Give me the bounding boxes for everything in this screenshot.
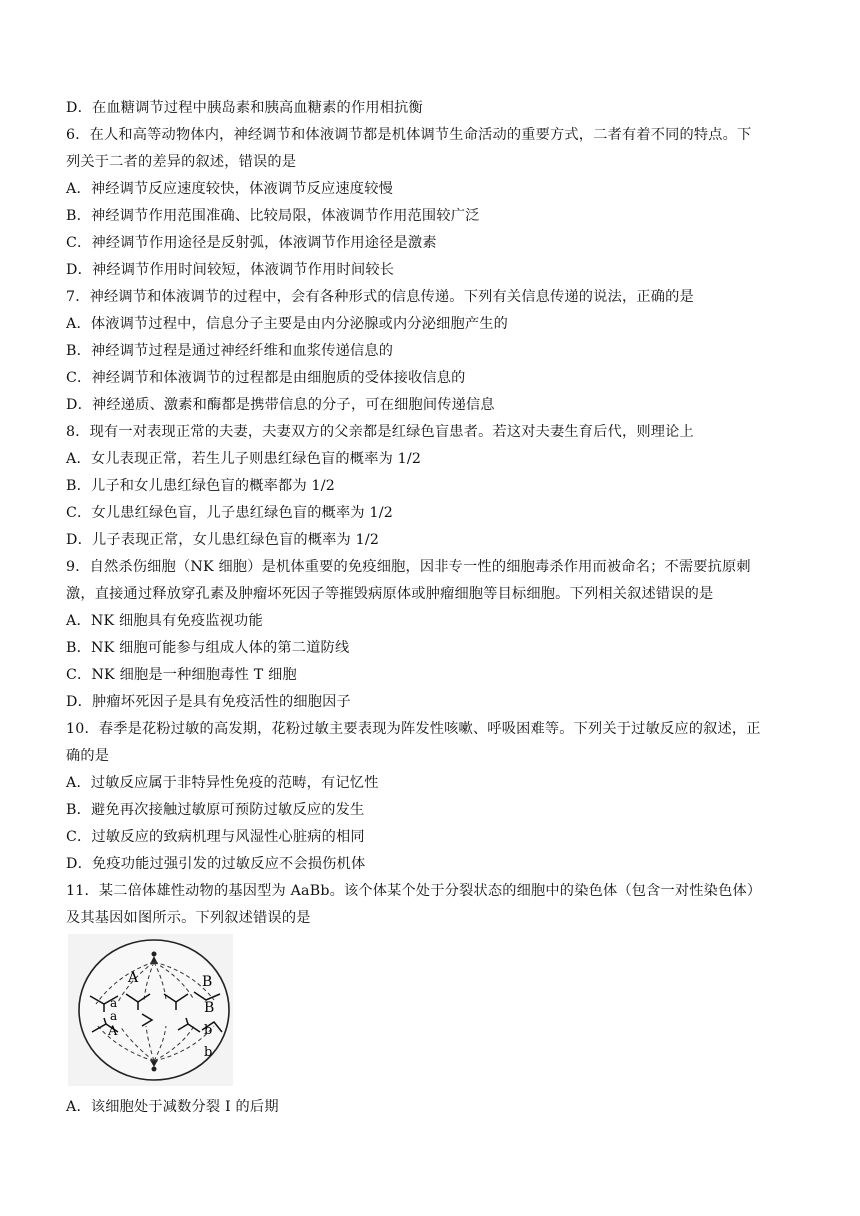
question-8-stem: 8．现有一对表现正常的夫妻，夫妻双方的父亲都是红绿色盲患者。若这对夫妻生育后代，则理论上 xyxy=(66,424,694,440)
option-11a: A．该细胞处于减数分裂 I 的后期 xyxy=(66,1099,279,1115)
option-7b: B．神经调节过程是通过神经纤维和血浆传递信息的 xyxy=(66,343,394,359)
gene-label: a xyxy=(110,1009,118,1023)
question-9-stem-cont: 激，直接通过释放穿孔素及肿瘤坏死因子等摧毁病原体或肿瘤细胞等目标细胞。下列相关叙述错误的是 xyxy=(66,586,714,602)
gene-label: b xyxy=(204,1023,213,1038)
option-7c: C．神经调节和体液调节的过程都是由细胞质的受体接收信息的 xyxy=(66,370,466,386)
option-9c: C．NK 细胞是一种细胞毒性 T 细胞 xyxy=(66,667,297,683)
question-7-stem: 7．神经调节和体液调节的过程中，会有各种形式的信息传递。下列有关信息传递的说法，正确的是 xyxy=(66,289,694,305)
option-8a: A．女儿表现正常，若生儿子则患红绿色盲的概率为 1/2 xyxy=(66,451,422,467)
question-9-stem: 9．自然杀伤细胞（NK 细胞）是机体重要的免疫细胞，因非专一性的细胞毒杀作用而被命名；不需要抗原刺 xyxy=(66,559,751,575)
gene-label: a xyxy=(110,996,118,1010)
gene-label: b xyxy=(204,1045,213,1060)
option-8d: D．儿子表现正常，女儿患红绿色盲的概率为 1/2 xyxy=(66,532,380,548)
question-6-stem: 6．在人和高等动物体内，神经调节和体液调节都是机体调节生命活动的重要方式，二者有着不同的特点。下 xyxy=(66,127,752,143)
option-10d: D．免疫功能过强引发的过敏反应不会损伤机体 xyxy=(66,856,366,872)
gene-label: B xyxy=(202,974,213,990)
question-10-stem: 10．春季是花粉过敏的高发期，花粉过敏主要表现为阵发性咳嗽、呼吸困难等。下列关于过敏反应的叙述，正 xyxy=(66,721,761,737)
option-6b: B．神经调节作用范围准确、比较局限，体液调节作用范围较广泛 xyxy=(66,208,480,224)
option-9a: A．NK 细胞具有免疫监视功能 xyxy=(66,613,263,629)
question-6-stem-cont: 列关于二者的差异的叙述，错误的是 xyxy=(66,154,297,170)
option-10c: C．过敏反应的致病机理与风湿性心脏病的相同 xyxy=(66,829,365,845)
option-6d: D．神经调节作用时间较短，体液调节作用时间较长 xyxy=(66,262,395,278)
option-9d: D．肿瘤坏死因子是具有免疫活性的细胞因子 xyxy=(66,694,351,710)
question-10-stem-cont: 确的是 xyxy=(66,748,110,764)
question-11-stem-cont: 及其基因如图所示。下列叙述错误的是 xyxy=(66,910,311,926)
option-6c: C．神经调节作用途径是反射弧，体液调节作用途径是激素 xyxy=(66,235,437,251)
option-5d: D．在血糖调节过程中胰岛素和胰高血糖素的作用相抗衡 xyxy=(66,100,423,116)
gene-label: A xyxy=(108,1024,118,1039)
cell-division-figure xyxy=(68,934,233,1086)
option-7d: D．神经递质、激素和酶都是携带信息的分子，可在细胞间传递信息 xyxy=(66,397,495,413)
question-11-stem: 11．某二倍体雄性动物的基因型为 AaBb。该个体某个处于分裂状态的细胞中的染色体（包含一对性染色体） xyxy=(66,883,762,899)
option-9b: B．NK 细胞可能参与组成人体的第二道防线 xyxy=(66,640,350,656)
option-8c: C．女儿患红绿色盲，儿子患红绿色盲的概率为 1/2 xyxy=(66,505,393,521)
centriole-bottom xyxy=(152,1067,157,1072)
option-10b: B．避免再次接触过敏原可预防过敏反应的发生 xyxy=(66,802,365,818)
gene-label: A xyxy=(128,970,139,986)
option-8b: B．儿子和女儿患红绿色盲的概率都为 1/2 xyxy=(66,478,335,494)
cell-diagram xyxy=(68,934,233,1086)
centriole-top xyxy=(152,952,157,957)
option-7a: A．体液调节过程中，信息分子主要是由内分泌腺或内分泌细胞产生的 xyxy=(66,316,509,332)
option-6a: A．神经调节反应速度较快，体液调节反应速度较慢 xyxy=(66,181,393,197)
gene-label: B xyxy=(204,1000,215,1016)
option-10a: A．过敏反应属于非特异性免疫的范畴，有记忆性 xyxy=(66,775,379,791)
